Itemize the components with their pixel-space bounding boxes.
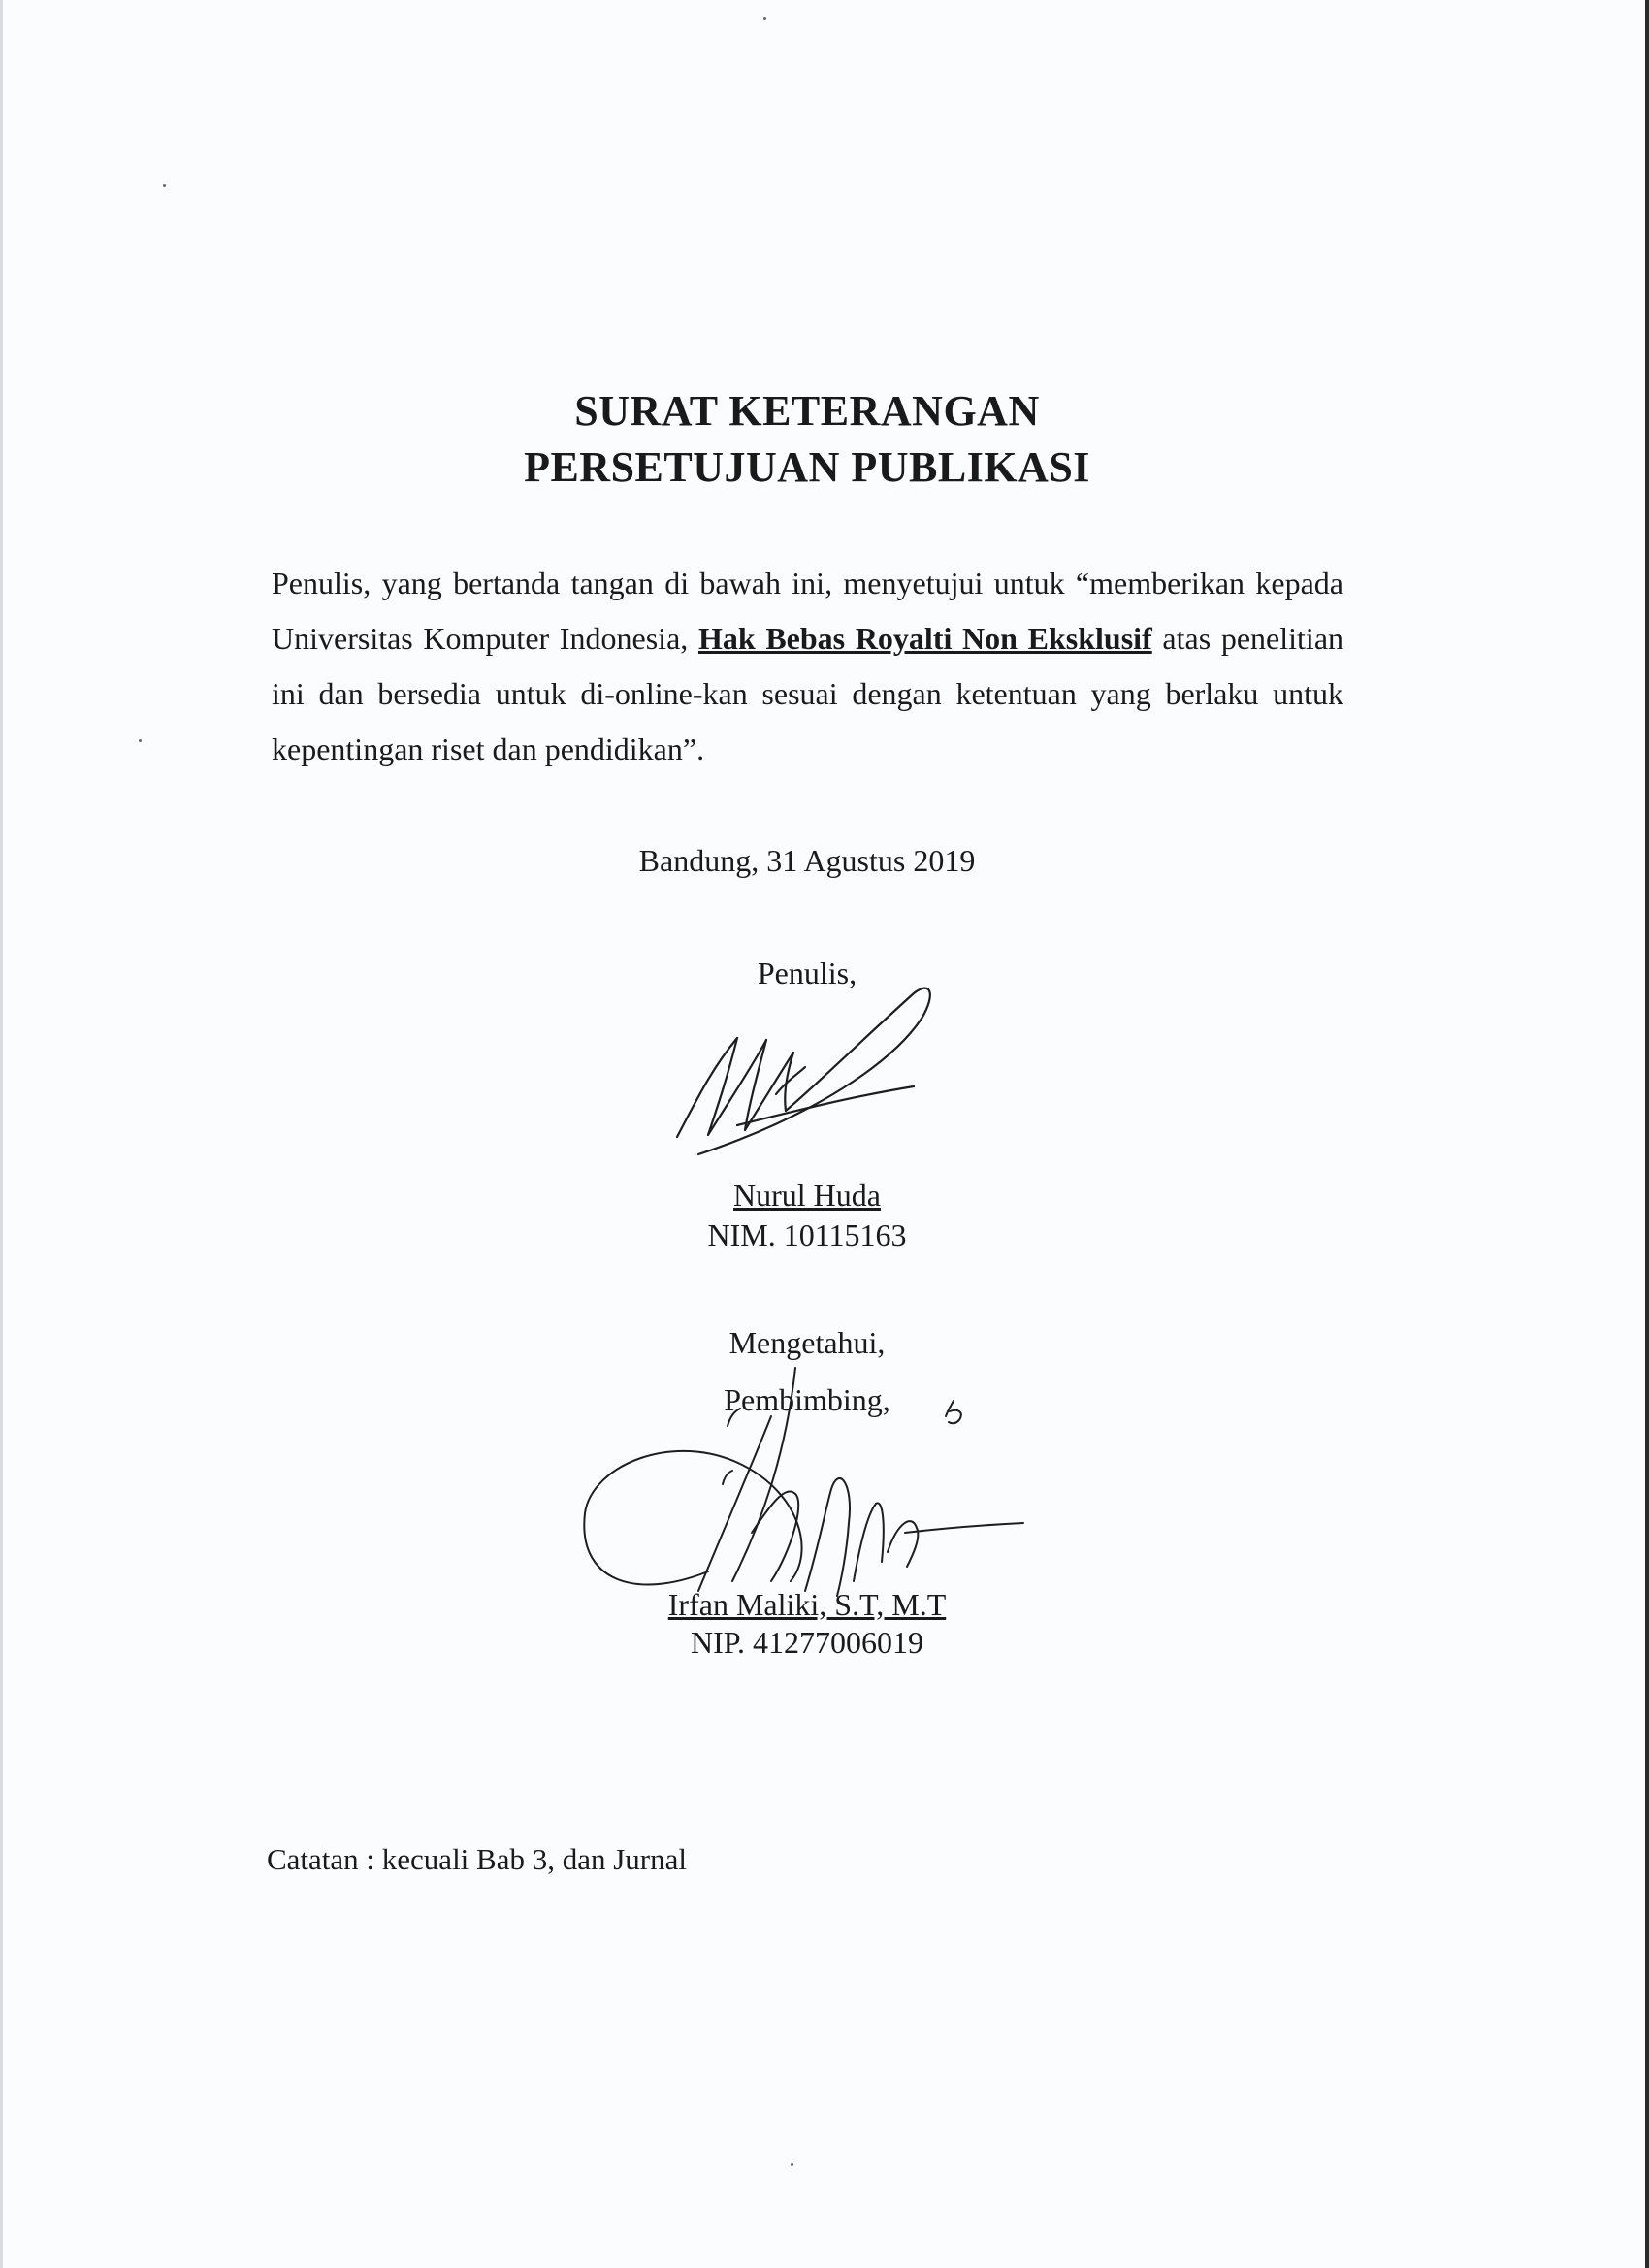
title-line-1: SURAT KETERANGAN (574, 387, 1040, 435)
document-title (0, 383, 1614, 496)
scan-speck (139, 739, 142, 742)
scan-edge-right (1645, 0, 1649, 2268)
author-id: NIM. 10115163 (707, 1217, 907, 1252)
author-signature (660, 980, 951, 1164)
scan-edge-left (0, 0, 3, 2268)
author-role: Penulis, (757, 956, 857, 990)
paragraph-text-after: atas penelitian ini dan bersedia untuk di-online-kan sesuai dengan ketentuan yang berlaku untuk kepentingan riset dan pendidikan”. (272, 621, 1344, 766)
advisor-role: Pembimbing, (724, 1382, 890, 1417)
advisor-name: Irfan Maliki, S.T, M.T (667, 1587, 947, 1622)
place-date: Bandung, 31 Agustus 2019 (638, 843, 976, 878)
title-line-2: PERSETUJUAN PUBLIKASI (524, 443, 1090, 491)
scan-speck (763, 17, 766, 20)
paragraph-text-before: Penulis, yang bertanda tangan di bawah ini, menyetujui untuk “memberikan kepada Universitas Komputer Indonesia, (272, 566, 1343, 656)
advisor-acknowledge: Mengetahui, (728, 1325, 886, 1360)
scan-speck (791, 2163, 793, 2166)
scan-speck (163, 184, 166, 187)
consent-paragraph (272, 556, 1343, 777)
paragraph-emphasis: Hak Bebas Royalti Non Eksklusif (697, 621, 1152, 656)
advisor-signature (577, 1358, 1033, 1620)
note: Catatan : kecuali Bab 3, dan Jurnal (267, 1842, 688, 1876)
advisor-id: NIP. 41277006019 (690, 1625, 923, 1660)
author-name: Nurul Huda (733, 1178, 881, 1213)
